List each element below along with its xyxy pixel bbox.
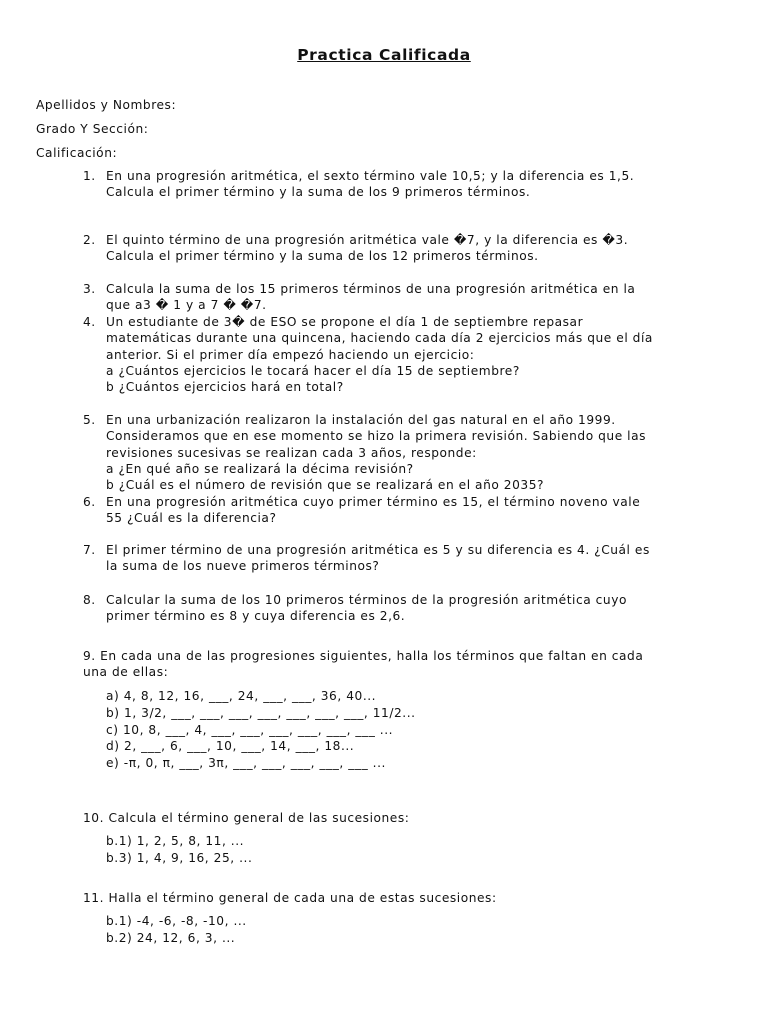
question-line: a ¿Cuántos ejercicios le tocará hacer el día 15 de septiembre? — [106, 363, 520, 378]
question-line: 9. En cada una de las progresiones siguientes, halla los términos que faltan en cada — [83, 649, 644, 663]
question-2 — [83, 232, 695, 265]
question-7 — [83, 542, 695, 575]
grade-label: Grado Y Sección: — [36, 122, 149, 136]
question-11: 11. Halla el término general de cada una de estas sucesiones: — [83, 891, 497, 905]
question-11-parts — [106, 913, 666, 947]
question-line: En una progresión aritmética, el sexto término vale 10,5; y la diferencia es 1,5. — [106, 169, 635, 183]
question-9-parts — [106, 688, 666, 772]
question-number: 1. — [83, 169, 96, 183]
sequence-item: b.1) 1, 2, 5, 8, 11, ... — [106, 834, 245, 848]
question-line: En una urbanización realizaron la instalación del gas natural en el año 1999. — [106, 413, 616, 427]
question-10-parts — [106, 833, 666, 867]
question-line: que a3 � 1 y a 7 � �7. — [106, 298, 267, 313]
sequence-item: b.2) 24, 12, 6, 3, ... — [106, 930, 236, 945]
question-line: Consideramos que en ese momento se hizo la primera revisión. Sabiendo que las — [106, 429, 647, 444]
question-number: 7. — [83, 543, 96, 557]
question-5 — [83, 412, 695, 493]
question-line: Un estudiante de 3� de ESO se propone el día 1 de septiembre repasar — [106, 315, 584, 329]
sequence-item: b.1) -4, -6, -8, -10, ... — [106, 914, 247, 928]
question-line: Calcula la suma de los 15 primeros términos de una progresión aritmética en la — [106, 282, 636, 296]
sequence-item: b) 1, 3/2, ___, ___, ___, ___, ___, ___, ___, 11/2... — [106, 705, 416, 720]
question-line: Calcula el primer término y la suma de los 12 primeros términos. — [106, 249, 539, 264]
question-line: revisiones sucesivas se realizan cada 3 años, responde: — [106, 445, 477, 460]
sequence-item: d) 2, ___, 6, ___, 10, ___, 14, ___, 18... — [106, 739, 355, 754]
names-label: Apellidos y Nombres: — [36, 98, 177, 112]
question-line: a ¿En qué año se realizará la décima revisión? — [106, 461, 414, 476]
question-9 — [83, 648, 683, 681]
question-1 — [83, 168, 695, 201]
question-number: 2. — [83, 233, 96, 247]
question-line: El primer término de una progresión aritmética es 5 y su diferencia es 4. ¿Cuál es — [106, 543, 650, 557]
sequence-item: c) 10, 8, ___, 4, ___, ___, ___, ___, ___, ___ ... — [106, 722, 394, 737]
question-number: 5. — [83, 413, 96, 427]
question-8 — [83, 592, 695, 625]
question-line: Calcular la suma de los 10 primeros términos de la progresión aritmética cuyo — [106, 593, 627, 607]
question-number: 6. — [83, 495, 96, 509]
question-number: 3. — [83, 282, 96, 296]
question-number: 8. — [83, 593, 96, 607]
question-line: la suma de los nueve primeros términos? — [106, 559, 380, 574]
question-line: b ¿Cuál es el número de revisión que se realizará en el año 2035? — [106, 478, 545, 493]
question-line: primer término es 8 y cuya diferencia es 2,6. — [106, 609, 406, 624]
question-10: 10. Calcula el término general de las sucesiones: — [83, 811, 410, 825]
sequence-item: a) 4, 8, 12, 16, ___, 24, ___, ___, 36, 40... — [106, 689, 377, 703]
sequence-item: b.3) 1, 4, 9, 16, 25, ... — [106, 850, 253, 865]
question-3 — [83, 281, 695, 314]
score-label: Calificación: — [36, 146, 118, 160]
question-line: En una progresión aritmética cuyo primer término es 15, el término noveno vale — [106, 495, 641, 509]
page-title: Practica Calificada — [297, 46, 471, 64]
question-line: Calcula el primer término y la suma de los 9 primeros términos. — [106, 185, 531, 200]
question-line: una de ellas: — [83, 665, 169, 680]
question-line: b ¿Cuántos ejercicios hará en total? — [106, 380, 344, 395]
question-line: 55 ¿Cuál es la diferencia? — [106, 511, 277, 526]
question-line: anterior. Si el primer día empezó haciendo un ejercicio: — [106, 347, 475, 362]
question-4 — [83, 314, 695, 395]
question-line: El quinto término de una progresión aritmética vale �7, y la diferencia es �3. — [106, 233, 629, 247]
question-number: 4. — [83, 315, 96, 329]
question-line: matemáticas durante una quincena, haciendo cada día 2 ejercicios más que el día — [106, 331, 653, 346]
sequence-item: e) -π, 0, π, ___, 3π, ___, ___, ___, ___, ___ ... — [106, 756, 386, 771]
question-6 — [83, 494, 695, 527]
